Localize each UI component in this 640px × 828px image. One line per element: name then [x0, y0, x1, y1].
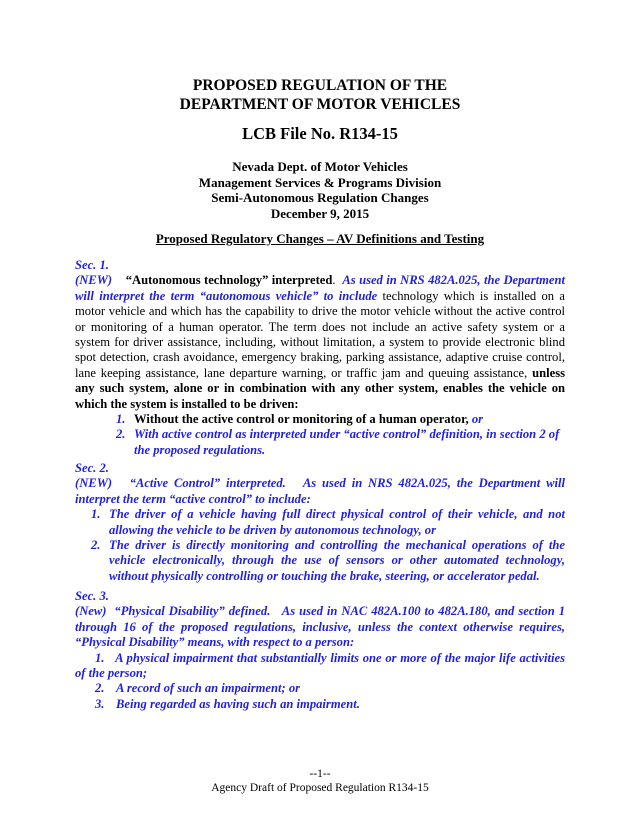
list-item [116, 412, 565, 427]
section-2 [75, 461, 565, 584]
section-1-term: “Autonomous technology” interpreted [125, 273, 333, 288]
list-item-number: 2. [95, 681, 105, 696]
list-item [95, 697, 565, 712]
list-item-text: The driver is directly monitoring and controlling the mechanical operations of the vehicle electronically, through the use of sensors or other automated technology, without physically controlling or touching the brake, steering, or accelerator pedal. [109, 538, 565, 583]
regulation-subject: Semi-Autonomous Regulation Changes [211, 190, 429, 205]
section-1-item-1-or: or [471, 412, 484, 427]
title-line-1: PROPOSED REGULATION OF THE [192, 77, 448, 94]
section-2-label: Sec. 2. [75, 461, 109, 475]
list-item [91, 507, 565, 538]
section-3-paragraph: (New) “Physical Disability” defined. As used in NAC 482A.100 to 482A.180, and section 1 through 16 of the proposed regulations, inclusive, unless the context otherwise requires, “Physical Disability” means, with respect to a person: [75, 604, 565, 650]
list-item-text: With active control as interpreted under “active control” definition, in section 2 of the proposed regulations. [134, 427, 560, 457]
list-item-number: 2. [116, 427, 126, 442]
list-item [116, 427, 565, 458]
section-3-item-1: 1. A physical impairment that substantially limits one or more of the major life activities of the person; [75, 650, 565, 681]
title-line-2: DEPARTMENT OF MOTOR VEHICLES [179, 96, 461, 113]
list-item-number: 1. [116, 412, 126, 427]
section-3 [75, 589, 565, 712]
draft-label: Agency Draft of Proposed Regulation R134-15 [211, 781, 429, 794]
list-item [91, 538, 565, 584]
section-1 [75, 258, 565, 458]
document-date: December 9, 2015 [270, 205, 370, 221]
section-heading: Proposed Regulatory Changes – AV Definitions and Testing [155, 231, 485, 246]
list-item-text: Being regarded as having such an impairment. [116, 696, 360, 711]
section-1-item-1-text: Without the active control or monitoring of a human operator, [134, 412, 469, 427]
list-item [95, 681, 565, 696]
section-1-list [116, 412, 565, 458]
list-item-text: The driver of a vehicle having full direct physical control of their vehicle, and not allowing the vehicle to be driven by autonomous technology, or [109, 507, 565, 537]
lcb-file-number: LCB File No. R134-15 [242, 124, 398, 143]
section-1-unless: unless any such system, alone or in combination with any other system, enables the vehicle on which the system is installed to be driven: [75, 365, 565, 411]
list-item-text: A record of such an impairment; or [116, 681, 301, 696]
section-1-period: . [332, 273, 336, 288]
section-3-label: Sec. 3. [75, 589, 109, 603]
list-item-number: 3. [95, 696, 105, 711]
agency-name: Nevada Dept. of Motor Vehicles [232, 159, 408, 174]
list-item-number: 2. [91, 538, 101, 553]
regulation-title [0, 76, 640, 114]
list-item-number: 1. [91, 507, 101, 522]
division-name: Management Services & Programs Division [198, 174, 442, 190]
section-1-label: Sec. 1. [75, 258, 109, 272]
section-2-paragraph: (NEW) “Active Control” interpreted. As used in NRS 482A.025, the Department will interpret the term “active control” to include: [75, 476, 565, 506]
list-item-text [134, 412, 483, 427]
page-number: --1-- [309, 768, 331, 780]
section-1-intro: As used in NRS 482A.025, the Department will interpret the term “autonomous vehicle” to include [75, 273, 566, 303]
section-1-tag: (NEW) [75, 273, 113, 288]
section-2-list [91, 507, 565, 584]
section-1-body: technology which is installed on a motor vehicle and which has the capability to drive the motor vehicle without the active control or monitoring of a human operator. The term does not include an active safety system or a system for driver assistance, including, without limitation, a system to provide electronic blind spot detection, crash avoidance, emergency braking, parking assistance, adaptive cruise control, lane keeping assistance, lane departure warning, or traffic jam and queuing assistance, [75, 288, 565, 380]
document-meta [0, 159, 640, 221]
section-1-paragraph [75, 273, 565, 412]
page-footer [0, 768, 640, 795]
section-3-list [95, 681, 565, 712]
